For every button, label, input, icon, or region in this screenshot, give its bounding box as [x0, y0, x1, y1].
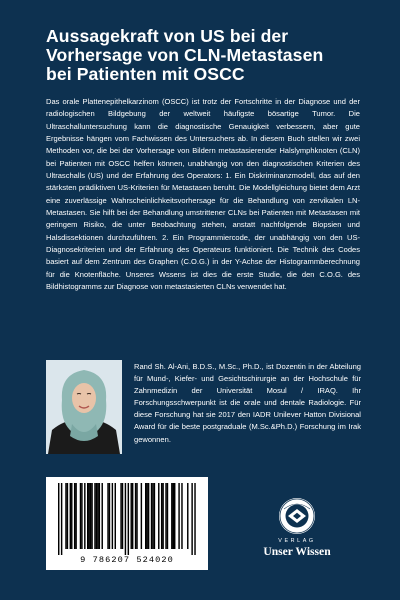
- barcode-bar: [80, 483, 81, 549]
- barcode-bar: [162, 483, 163, 549]
- barcode-bar: [194, 483, 195, 555]
- barcode-bar: [120, 483, 121, 549]
- barcode-digits: 9 786207 524020: [80, 555, 174, 565]
- barcode-bars: [46, 477, 208, 557]
- barcode-bar: [91, 483, 92, 549]
- barcode-bar: [122, 483, 123, 549]
- barcode-bar: [148, 483, 149, 549]
- barcode-bar: [75, 483, 76, 549]
- barcode-bar: [67, 483, 68, 549]
- isbn-barcode: [46, 477, 208, 570]
- book-title: [46, 27, 376, 84]
- barcode-bar: [61, 483, 62, 555]
- barcode-bar: [174, 483, 175, 549]
- book-description: Das orale Plattenepithelkarzinom (OSCC) ist trotz der Fortschritte in der Diagnose und der radiologischen Bildgebung der weltweit häufigste bösartige Tumor. Die Ultraschalluntersuchung kann die diagnostische Genauigkeit verbessern, aber gute Ergebnisse hängen vom Fachwissen des Untersuchers ab. In diesem Buch stellen wir zwei Methoden vor, die bei der Vorhersage von Bildern metastasierender Halslymphknoten (CLN) bei Patienten mit OSCC helfen können, unabhängig von den diagnostischen Kriterien des Ultraschalls (US) und der Erfahrung des Operators: 1. Ein Diskriminanzmodell, das auf den stärksten prädiktiven US-Kriterien für Metastasen beruht. Die Modellgleichung bietet dem Arzt eine zuverlässige Wahrscheinlichkeitsvorhersage für die Behandlung von zervikalen LN-Metastasen. Sie hilft bei der Behandlung umstrittener CLNs bei Patienten mit Metastasen mit geringem Risiko, die unter Beobachtung stehen, anstatt nachfolgende Biopsien und Halsdissektionen durchzuführen. 2. Ein Programmiercode, der unabhängig von den US-Diagnosekriterien und der Erfahrung des Operateurs funktioniert. Die Technik des Codes basiert auf dem Zentrum des Graphen (C.O.G.) in der Y-Achse der Histogrammberechnung für die Knotenfläche. Unseres Wssens ist dies die erste Studie, die den C.O.G. des Bildhistogramms zur Diagnose von metastasierten CLNs verwendet hat.: [46, 97, 360, 292]
- barcode-bar: [96, 483, 97, 549]
- title-line-3: bei Patienten mit OSCC: [46, 64, 245, 84]
- barcode-bar: [102, 483, 103, 549]
- title-line-1: Aussagekraft von US bei der: [46, 26, 289, 46]
- barcode-bar: [167, 483, 168, 549]
- barcode-bar: [154, 483, 155, 549]
- barcode-bar: [87, 483, 88, 549]
- barcode-bar: [136, 483, 137, 549]
- barcode-bar: [94, 483, 95, 549]
- barcode-bar: [58, 483, 59, 555]
- barcode-bar: [152, 483, 153, 549]
- publisher-label: VERLAG: [278, 538, 316, 544]
- barcode-bar: [74, 483, 75, 549]
- barcode-bar: [128, 483, 129, 555]
- barcode-bar: [125, 483, 126, 555]
- barcode-bar: [70, 483, 71, 549]
- barcode-bar: [88, 483, 89, 549]
- author-photo: [46, 360, 122, 454]
- barcode-bar: [99, 483, 100, 549]
- barcode-bar: [161, 483, 162, 549]
- publisher-block: [238, 497, 356, 567]
- barcode-bar: [145, 483, 146, 549]
- barcode-bar: [187, 483, 188, 549]
- barcode-bar: [178, 483, 179, 549]
- barcode-bar: [151, 483, 152, 549]
- barcode-bar: [191, 483, 192, 555]
- publisher-name: Unser Wissen: [263, 545, 331, 558]
- barcode-bar: [81, 483, 82, 549]
- barcode-bar: [84, 483, 85, 549]
- barcode-bar: [97, 483, 98, 549]
- barcode-bar: [132, 483, 133, 549]
- barcode-bar: [109, 483, 110, 549]
- barcode-bar: [173, 483, 174, 549]
- barcode-bar: [107, 483, 108, 549]
- barcode-bar: [165, 483, 166, 549]
- barcode-bar: [141, 483, 142, 549]
- barcode-bar: [135, 483, 136, 549]
- barcode-bar: [71, 483, 72, 549]
- publisher-logo-icon: [278, 497, 316, 535]
- barcode-bar: [181, 483, 182, 549]
- barcode-bar: [90, 483, 91, 549]
- barcode-bar: [115, 483, 116, 549]
- barcode-bar: [131, 483, 132, 549]
- barcode-bar: [158, 483, 159, 549]
- title-line-2: Vorhersage von CLN-Metastasen: [46, 45, 324, 65]
- barcode-bar: [65, 483, 66, 549]
- barcode-bar: [171, 483, 172, 549]
- barcode-bar: [112, 483, 113, 549]
- barcode-bar: [146, 483, 147, 549]
- author-bio: Rand Sh. Al-Ani, B.D.S., M.Sc., Ph.D., ist Dozentin in der Abteilung für Mund-, Kiefer- und Gesichtschirurgie an der Hochschule für Zahnmedizin der Universität Mosul / IRAQ. Ihr Forschungsschwerpunkt ist die orale und dentale Radiologie. Für diese Forschung hat sie 2017 den IADR Unilever Hatton Divisional Award für die beste postgraduale (M.Sc.&Ph.D.) Forschung im Irak gewonnen.: [134, 362, 361, 444]
